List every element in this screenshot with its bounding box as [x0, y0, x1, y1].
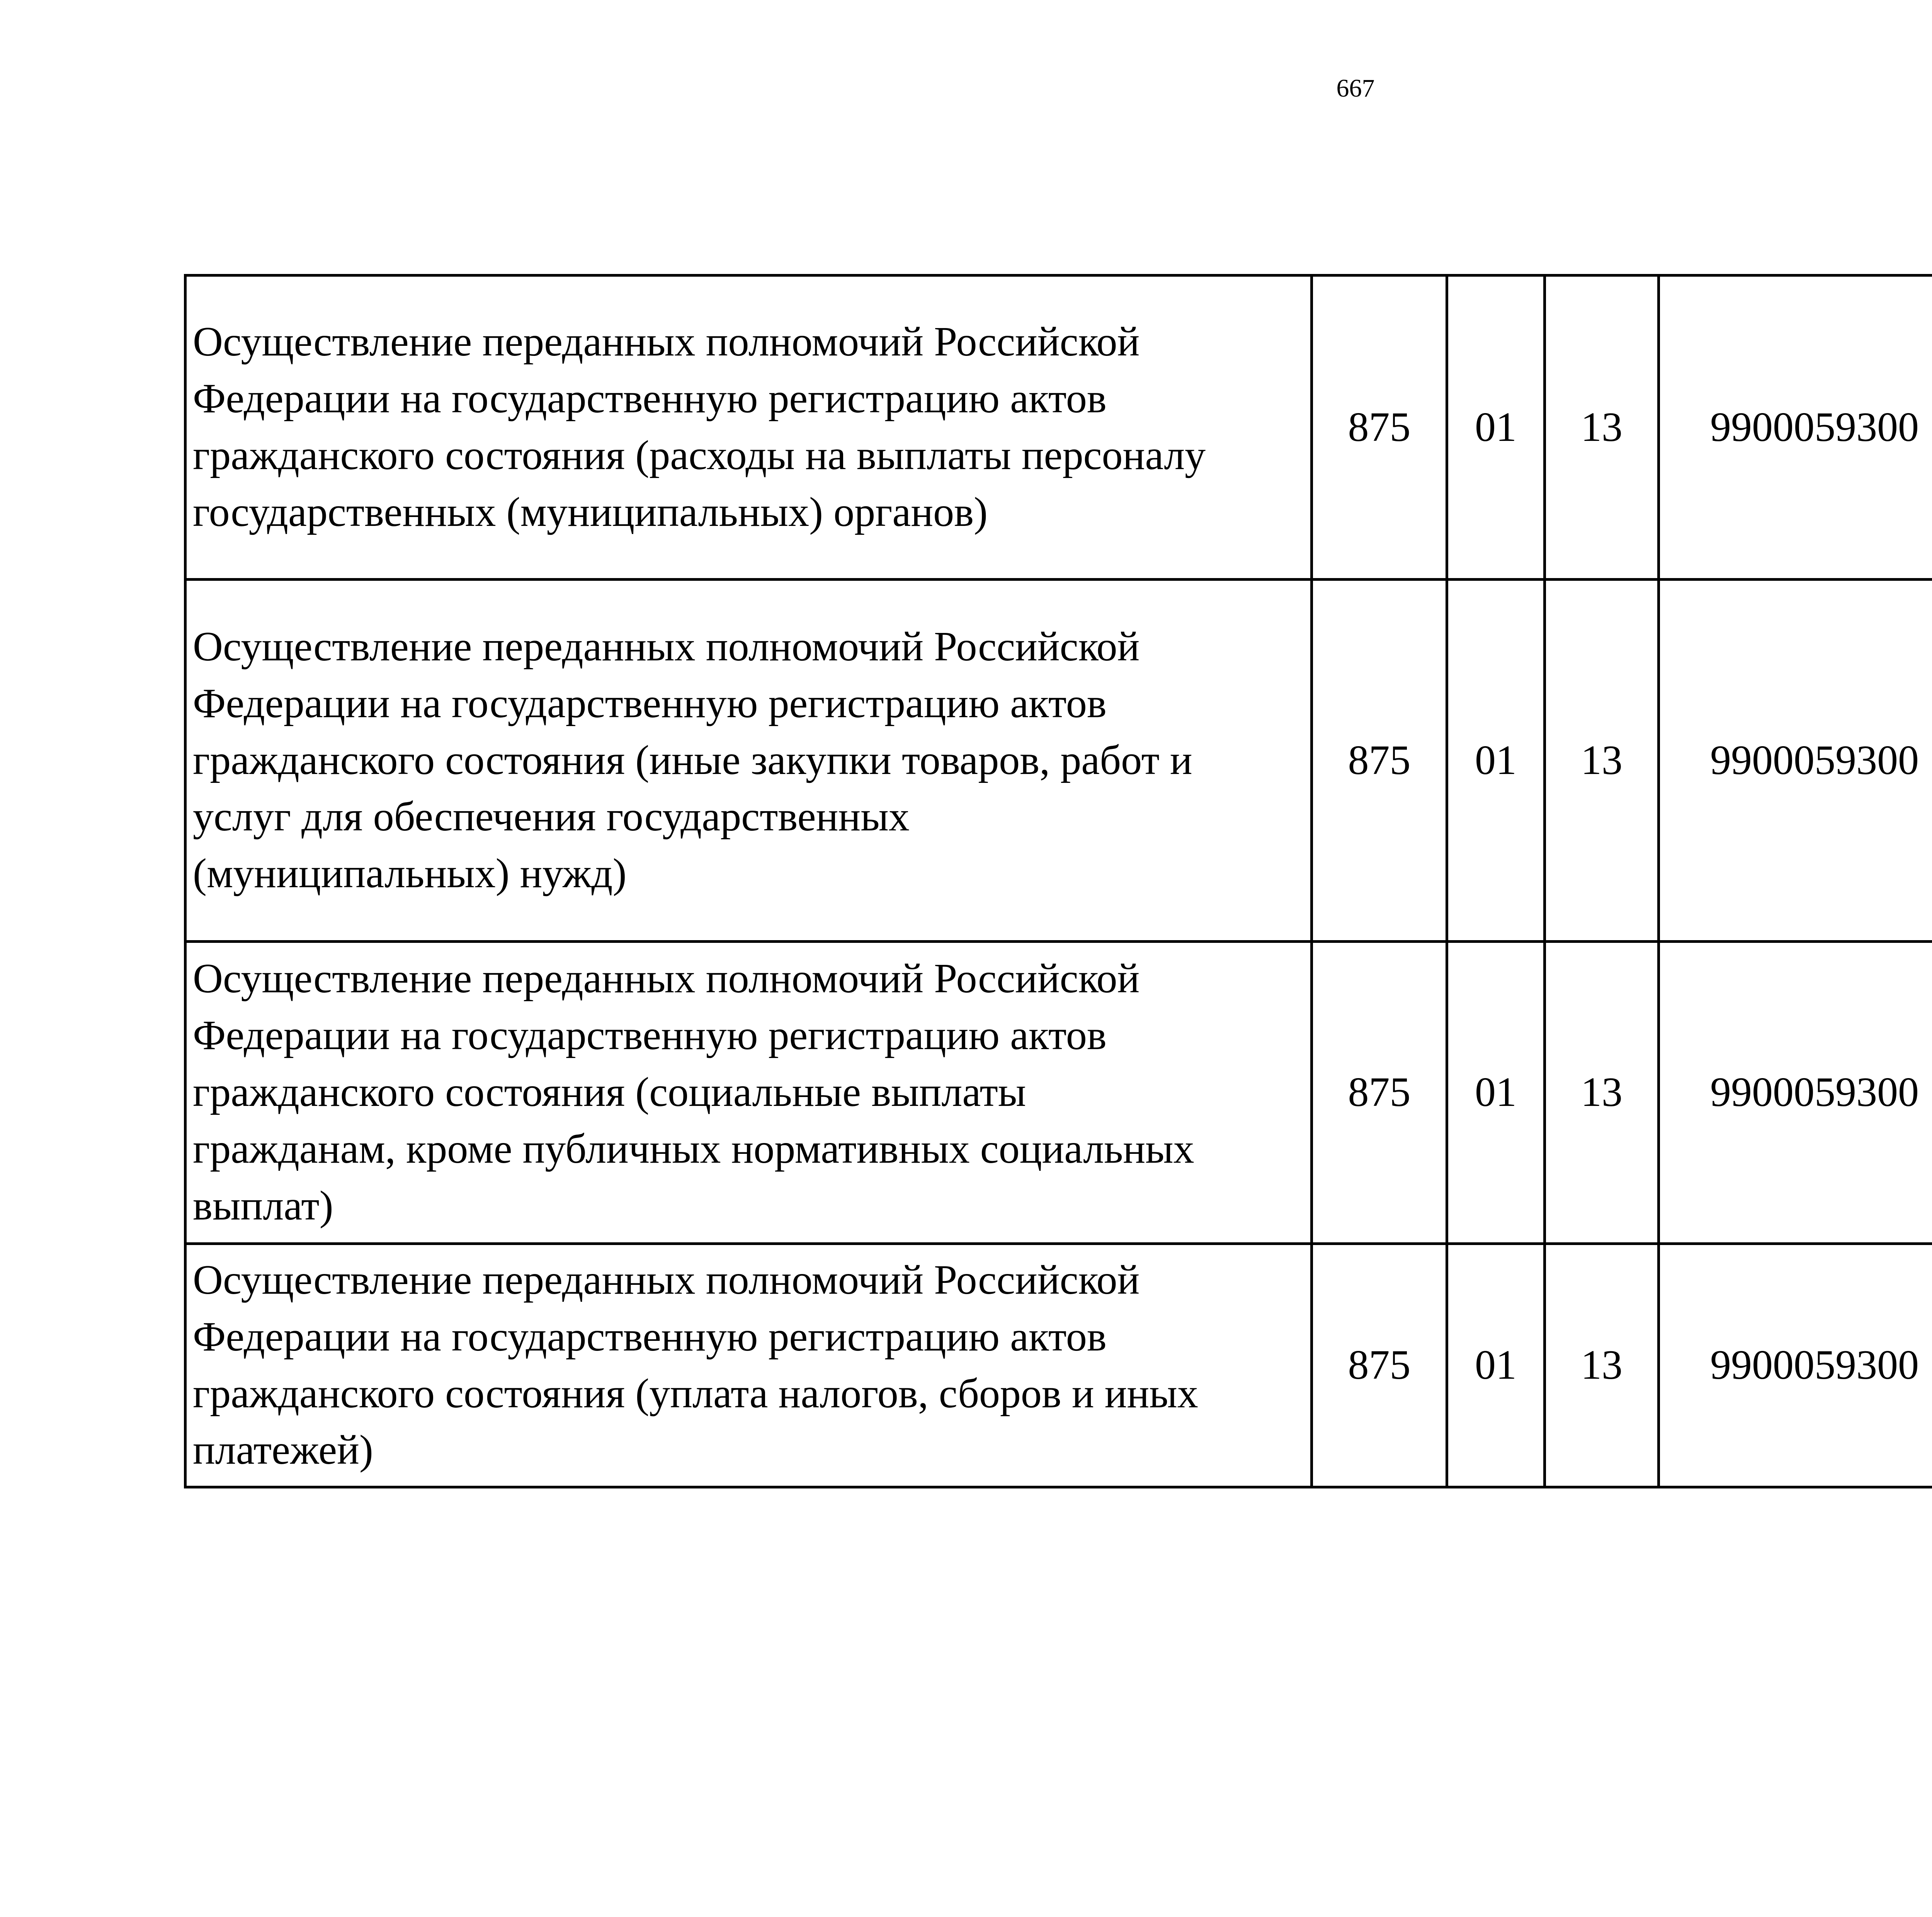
- page-number: 667: [1336, 74, 1375, 102]
- row-description: [185, 276, 1312, 580]
- section-code: 01: [1447, 276, 1545, 580]
- subsection-code: 13: [1545, 580, 1659, 942]
- ministry-code: 875: [1312, 580, 1447, 942]
- subsection-code: 13: [1545, 276, 1659, 580]
- target-article-code: 9900059300: [1659, 1244, 1932, 1487]
- description-line: Федерации на государственную регистрацию актов: [193, 376, 1107, 422]
- budget-table: [184, 274, 1932, 1488]
- description-line: Осуществление переданных полномочий Российской: [193, 623, 1140, 670]
- description-line: платежей): [193, 1427, 373, 1473]
- description-line: услуг для обеспечения государственных: [193, 794, 910, 840]
- description-line: Федерации на государственную регистрацию актов: [193, 680, 1107, 726]
- description-line: гражданского состояния (социальные выплаты: [193, 1069, 1026, 1116]
- description-line: государственных (муниципальных) органов): [193, 489, 988, 535]
- target-article-code: 9900059300: [1659, 276, 1932, 580]
- row-description: [185, 1244, 1312, 1487]
- description-line: Осуществление переданных полномочий Российской: [193, 956, 1140, 1002]
- ministry-code: 875: [1312, 1244, 1447, 1487]
- target-article-code: 9900059300: [1659, 580, 1932, 942]
- description-line: Федерации на государственную регистрацию актов: [193, 1313, 1107, 1360]
- description-line: Федерации на государственную регистрацию актов: [193, 1012, 1107, 1059]
- ministry-code: 875: [1312, 942, 1447, 1244]
- row-description: [185, 580, 1312, 942]
- description-line: (муниципальных) нужд): [193, 850, 627, 897]
- description-line: Осуществление переданных полномочий Российской: [193, 319, 1140, 365]
- description-line: Осуществление переданных полномочий Российской: [193, 1257, 1140, 1303]
- section-code: 01: [1447, 942, 1545, 1244]
- table-row: [185, 276, 1932, 580]
- section-code: 01: [1447, 580, 1545, 942]
- subsection-code: 13: [1545, 942, 1659, 1244]
- table-row: [185, 942, 1932, 1244]
- row-description: [185, 942, 1312, 1244]
- target-article-code: 9900059300: [1659, 942, 1932, 1244]
- description-line: гражданского состояния (расходы на выплаты персоналу: [193, 432, 1206, 478]
- subsection-code: 13: [1545, 1244, 1659, 1487]
- table-row: [185, 580, 1932, 942]
- description-line: выплат): [193, 1182, 333, 1229]
- description-line: гражданам, кроме публичных нормативных социальных: [193, 1126, 1194, 1172]
- section-code: 01: [1447, 1244, 1545, 1487]
- description-line: гражданского состояния (иные закупки товаров, работ и: [193, 737, 1192, 783]
- table-row: [185, 1244, 1932, 1487]
- description-line: гражданского состояния (уплата налогов, сборов и иных: [193, 1370, 1198, 1417]
- ministry-code: 875: [1312, 276, 1447, 580]
